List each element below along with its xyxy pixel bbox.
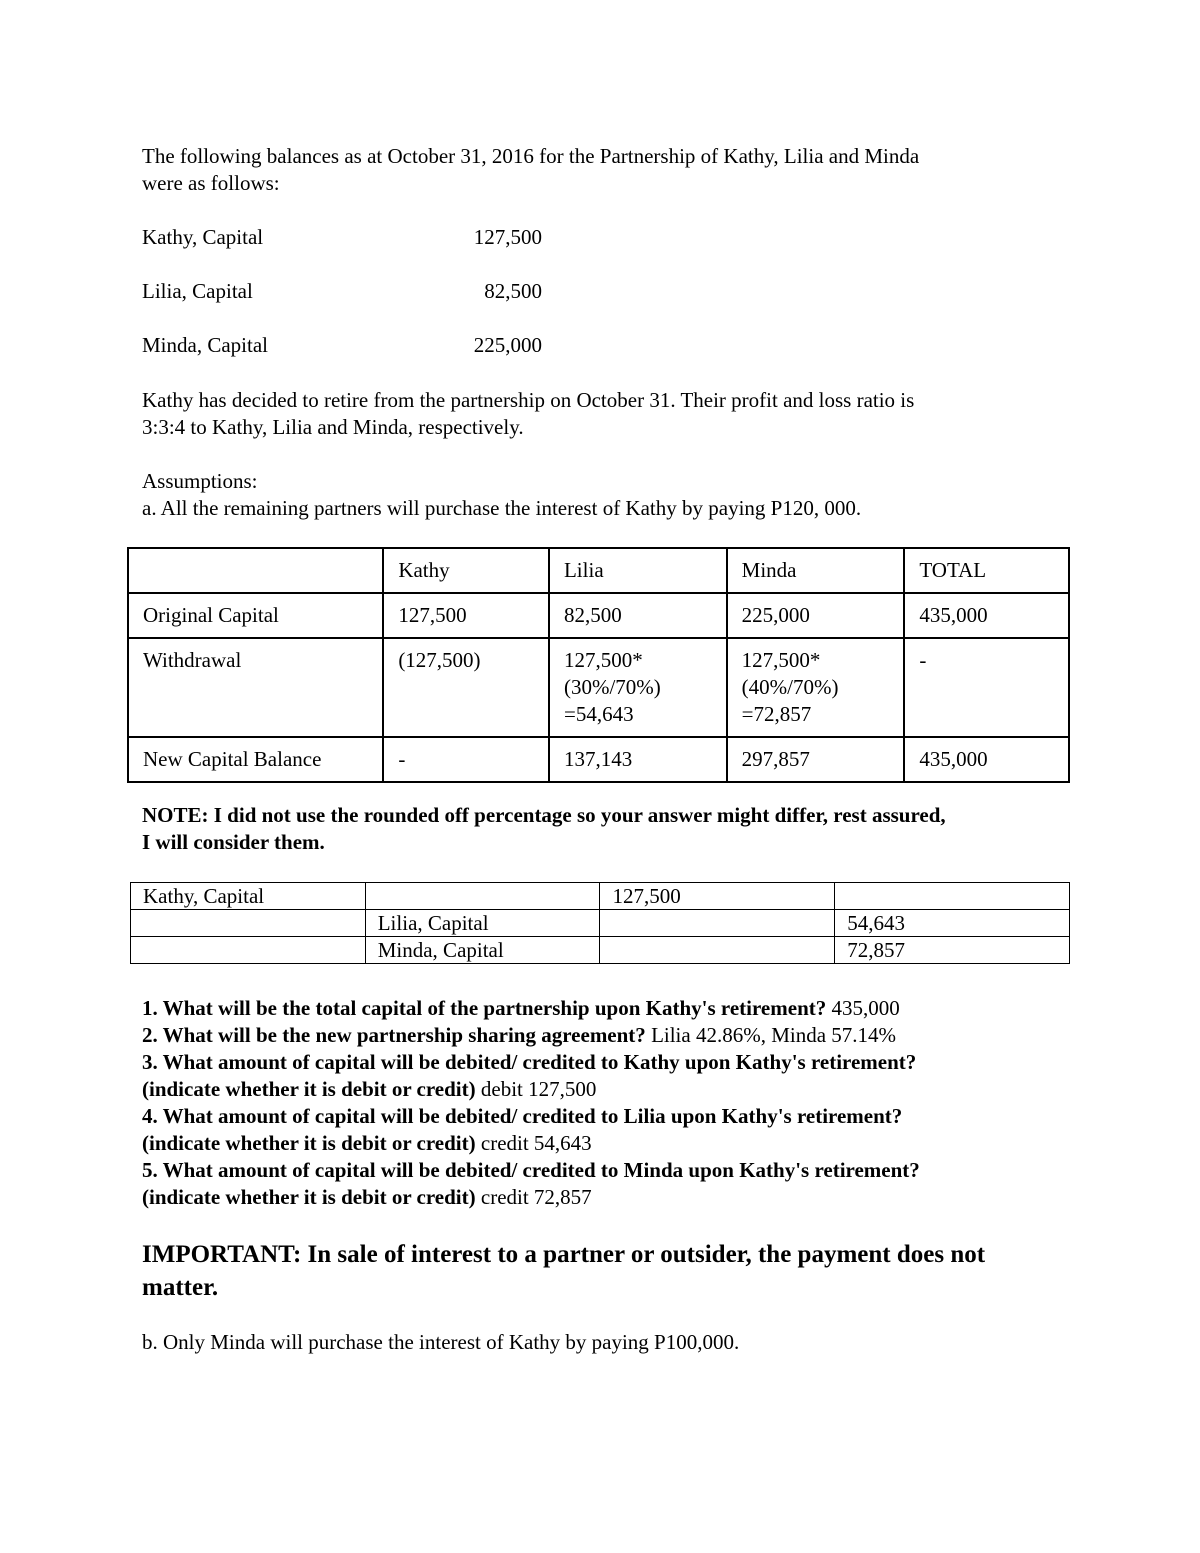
journal-cell: Kathy, Capital xyxy=(131,883,366,910)
cell-line: 127,500* xyxy=(741,648,821,672)
question-text: 4. What amount of capital will be debited/ credited to Lilia upon Kathy's retirement? xyxy=(142,1104,903,1128)
cell-line: =72,857 xyxy=(741,702,812,726)
journal-cell xyxy=(600,937,835,964)
table-header-row xyxy=(128,548,1069,593)
balance-label: Lilia, Capital xyxy=(142,279,253,303)
note-line-1: NOTE: I did not use the rounded off percentage so your answer might differ, rest assured, xyxy=(142,803,946,827)
assumption-b: b. Only Minda will purchase the interest of Kathy by paying P100,000. xyxy=(142,1330,740,1354)
table-cell: 435,000 xyxy=(904,593,1069,638)
table-cell: 127,500 xyxy=(383,593,549,638)
retire-line-2: 3:3:4 to Kathy, Lilia and Minda, respectively. xyxy=(142,415,524,439)
question-text: (indicate whether it is debit or credit) xyxy=(142,1131,476,1155)
table-cell: 297,857 xyxy=(727,737,905,782)
assumption-a: a. All the remaining partners will purchase the interest of Kathy by paying P120, 000. xyxy=(142,496,862,520)
balance-value: 225,000 xyxy=(473,333,542,357)
row-label: Withdrawal xyxy=(128,638,383,737)
assumptions-heading: Assumptions: xyxy=(142,469,258,493)
capital-table xyxy=(127,547,1070,783)
table-row xyxy=(128,638,1069,737)
journal-cell xyxy=(131,910,366,937)
question-text: 2. What will be the new partnership sharing agreement? xyxy=(142,1023,646,1047)
table-cell: 82,500 xyxy=(549,593,727,638)
question-line xyxy=(142,1103,902,1130)
table-cell xyxy=(727,638,905,737)
balance-value: 82,500 xyxy=(484,279,542,303)
journal-table xyxy=(130,882,1070,964)
question-line xyxy=(142,1130,592,1157)
table-cell: 137,143 xyxy=(549,737,727,782)
table-header-cell xyxy=(128,548,383,593)
answer-text: credit 54,643 xyxy=(475,1131,592,1155)
question-text: 5. What amount of capital will be debited/ credited to Minda upon Kathy's retirement? xyxy=(142,1158,920,1182)
retire-line-1: Kathy has decided to retire from the partnership on October 31. Their profit and loss ratio is xyxy=(142,388,915,412)
table-header-cell: TOTAL xyxy=(904,548,1069,593)
table-header-cell: Kathy xyxy=(383,548,549,593)
note-line-2: I will consider them. xyxy=(142,830,325,854)
question-text: (indicate whether it is debit or credit) xyxy=(142,1185,476,1209)
journal-cell xyxy=(365,883,600,910)
intro-line-1: The following balances as at October 31, 2016 for the Partnership of Kathy, Lilia and Minda xyxy=(142,144,920,168)
intro-line-2: were as follows: xyxy=(142,171,280,195)
journal-cell: 54,643 xyxy=(835,910,1070,937)
table-cell: - xyxy=(383,737,549,782)
table-cell: 435,000 xyxy=(904,737,1069,782)
question-line xyxy=(142,1184,592,1211)
table-row xyxy=(128,593,1069,638)
table-row xyxy=(131,883,1070,910)
table-cell: (127,500) xyxy=(383,638,549,737)
question-text: 1. What will be the total capital of the partnership upon Kathy's retirement? xyxy=(142,996,827,1020)
question-text: 3. What amount of capital will be debited/ credited to Kathy upon Kathy's retirement? xyxy=(142,1050,917,1074)
question-text: (indicate whether it is debit or credit) xyxy=(142,1077,476,1101)
table-header-cell: Minda xyxy=(727,548,905,593)
row-label: New Capital Balance xyxy=(128,737,383,782)
journal-cell xyxy=(835,883,1070,910)
answer-text: Lilia 42.86%, Minda 57.14% xyxy=(645,1023,897,1047)
cell-line: 127,500* xyxy=(563,648,643,672)
journal-cell: 72,857 xyxy=(835,937,1070,964)
balance-label: Kathy, Capital xyxy=(142,225,264,249)
table-cell: 225,000 xyxy=(727,593,905,638)
journal-cell xyxy=(131,937,366,964)
question-line xyxy=(142,1157,920,1184)
journal-cell: Minda, Capital xyxy=(365,937,600,964)
question-line xyxy=(142,1022,896,1049)
row-label: Original Capital xyxy=(128,593,383,638)
question-line xyxy=(142,995,900,1022)
journal-cell: 127,500 xyxy=(600,883,835,910)
cell-line: =54,643 xyxy=(563,702,634,726)
table-row xyxy=(128,737,1069,782)
table-header-cell: Lilia xyxy=(549,548,727,593)
journal-cell xyxy=(600,910,835,937)
cell-line: (40%/70%) xyxy=(741,675,839,699)
balance-value: 127,500 xyxy=(473,225,542,249)
answer-text: credit 72,857 xyxy=(475,1185,592,1209)
important-note: IMPORTANT: In sale of interest to a partner or outsider, the payment does not matter. xyxy=(142,1241,986,1301)
table-cell: - xyxy=(904,638,1069,737)
answer-text: 435,000 xyxy=(826,996,900,1020)
balance-label: Minda, Capital xyxy=(142,333,268,357)
answer-text: debit 127,500 xyxy=(475,1077,597,1101)
journal-cell: Lilia, Capital xyxy=(365,910,600,937)
table-cell xyxy=(549,638,727,737)
question-line xyxy=(142,1076,596,1103)
cell-line: (30%/70%) xyxy=(563,675,661,699)
table-row xyxy=(131,937,1070,964)
question-line xyxy=(142,1049,916,1076)
table-row xyxy=(131,910,1070,937)
